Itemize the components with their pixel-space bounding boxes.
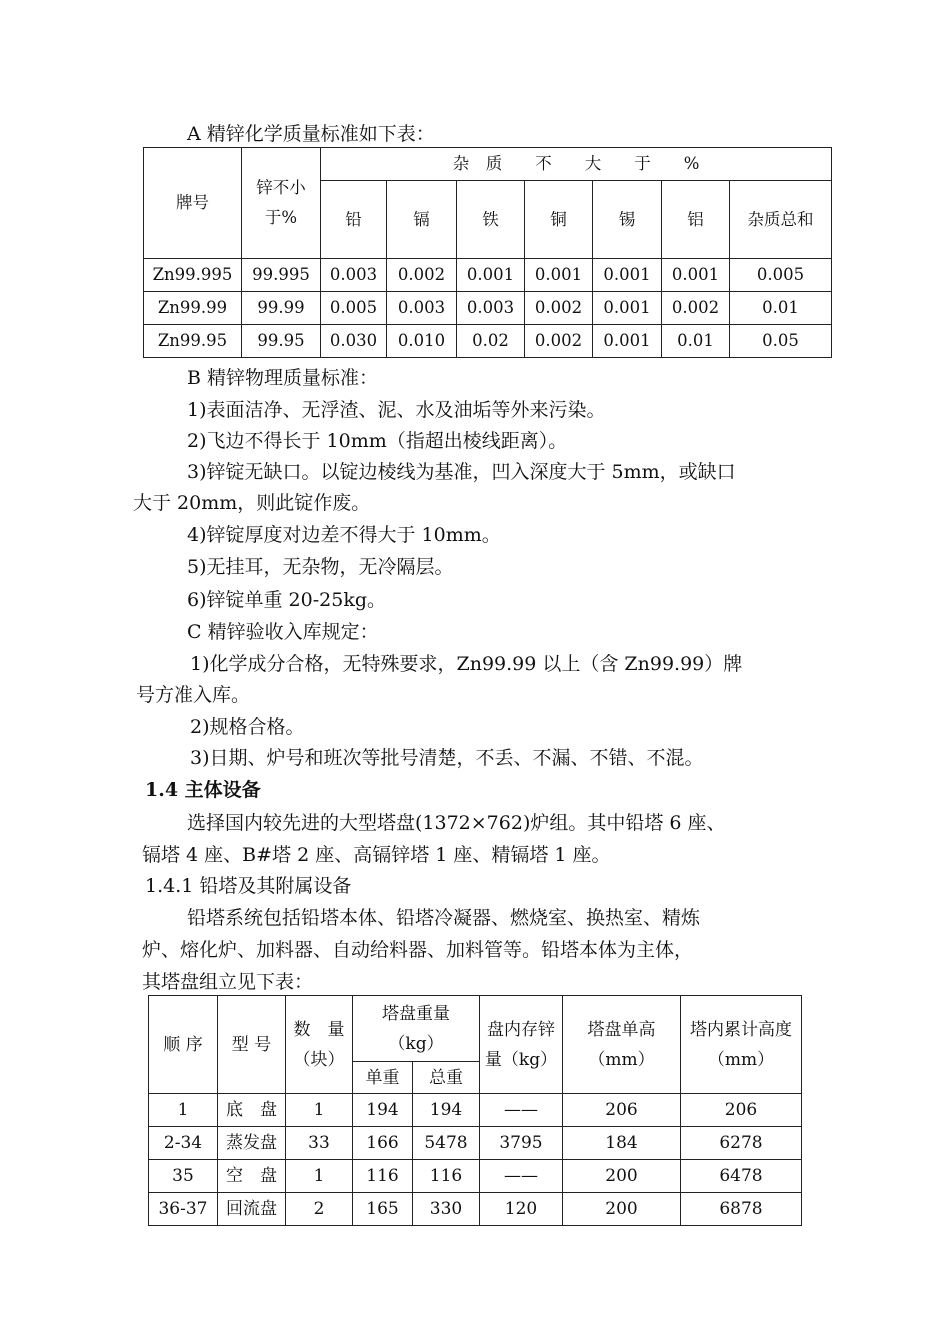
header-zinc-min: [242, 148, 321, 259]
header-impurity-total: 杂质总和: [730, 181, 832, 259]
section-c-title: C 精锌验收入库规定：: [187, 621, 379, 643]
table-cell: 2: [286, 1193, 353, 1226]
table-cell: ——: [480, 1094, 563, 1127]
table-cell: 0.001: [593, 325, 662, 358]
header-plate-height: [563, 996, 681, 1094]
table-cell: 0.02: [457, 325, 525, 358]
table-cell: 回流盘: [218, 1193, 286, 1226]
table-cell: 0.001: [525, 259, 593, 292]
header-weight-line2: （kg）: [388, 1033, 444, 1054]
para-1-4-line1: 选择国内较先进的大型塔盘(1372×762)炉组。其中铅塔 6 座、: [187, 812, 726, 834]
c-item-3: 3)日期、炉号和班次等批号清楚，不丢、不漏、不错、不混。: [190, 747, 704, 769]
table-cell: 底 盘: [218, 1094, 286, 1127]
table-cell: 206: [563, 1094, 681, 1127]
heading-1-4: 1.4 主体设备: [145, 779, 261, 801]
table-cell: 120: [480, 1193, 563, 1226]
para-1-4-line2: 镉塔 4 座、B#塔 2 座、高镉锌塔 1 座、精镉塔 1 座。: [142, 844, 611, 866]
header-zinc-stock-line2: 量（kg）: [484, 1049, 558, 1070]
para-1-4-1-line3: 其塔盘组立见下表：: [142, 971, 314, 993]
table-cell: 0.002: [662, 292, 730, 325]
table-row: [149, 1127, 802, 1160]
header-zinc-stock: [480, 996, 563, 1094]
b-item-6: 6)锌锭单重 20-25kg。: [187, 589, 386, 611]
header-weight-line1: 塔盘重量: [382, 1003, 450, 1024]
table-cell: 0.010: [387, 325, 457, 358]
table-cell: 6478: [681, 1160, 802, 1193]
table-cell: 0.001: [457, 259, 525, 292]
header-cumulative-height-line2: （mm）: [707, 1049, 775, 1070]
header-type: 型 号: [218, 996, 286, 1094]
header-zinc-line1: 锌不小: [256, 178, 306, 197]
header-grade: 牌号: [144, 148, 242, 259]
table-cell: 3795: [480, 1127, 563, 1160]
table-cell: 116: [353, 1160, 413, 1193]
table-cell: 0.01: [662, 325, 730, 358]
b-item-3-cont: 大于 20mm，则此锭作废。: [133, 492, 371, 514]
header-plate-height-line1: 塔盘单高: [587, 1019, 656, 1040]
header-impurity-al: 铝: [662, 181, 730, 259]
table-cell: 0.002: [525, 325, 593, 358]
header-plate-height-line2: （mm）: [588, 1049, 655, 1070]
table-cell: 0.01: [730, 292, 832, 325]
header-zinc-stock-line1: 盘内存锌: [487, 1019, 555, 1040]
table-cell: 0.003: [321, 259, 387, 292]
table-cell: 0.002: [525, 292, 593, 325]
table-row: [149, 1160, 802, 1193]
table-cell: ——: [480, 1160, 563, 1193]
header-impurity-cd: 镉: [387, 181, 457, 259]
header-qty: [286, 996, 353, 1094]
table-cell: 0.005: [321, 292, 387, 325]
header-impurity-pb: 铅: [321, 181, 387, 259]
header-qty-line2: （块）: [293, 1049, 345, 1070]
header-cumulative-height-line1: 塔内累计高度: [690, 1019, 792, 1040]
table-cell: Zn99.995: [144, 259, 242, 292]
table-row: [149, 1094, 802, 1127]
table-cell: 2-34: [149, 1127, 218, 1160]
header-total-weight: 总重: [413, 1062, 480, 1094]
table-cell: Zn99.95: [144, 325, 242, 358]
table-cell: 166: [353, 1127, 413, 1160]
section-b-title: B 精锌物理质量标准：: [187, 367, 379, 389]
table-cell: Zn99.99: [144, 292, 242, 325]
table-cell: 6878: [681, 1193, 802, 1226]
chemical-standard-table: [143, 147, 832, 358]
table-cell: 6278: [681, 1127, 802, 1160]
c-item-2: 2)规格合格。: [190, 716, 305, 738]
table-cell: 0.030: [321, 325, 387, 358]
table-cell: 0.002: [387, 259, 457, 292]
table-cell: 0.001: [593, 259, 662, 292]
table-cell: 35: [149, 1160, 218, 1193]
table-cell: 330: [413, 1193, 480, 1226]
table-row: [144, 292, 832, 325]
header-cumulative-height: [681, 996, 802, 1094]
table-cell: 194: [413, 1094, 480, 1127]
para-1-4-1-line2: 炉、熔化炉、加料器、自动给料器、加料管等。铅塔本体为主体，: [142, 939, 694, 961]
table-cell: 200: [563, 1193, 681, 1226]
table-cell: 5478: [413, 1127, 480, 1160]
header-qty-line1: 数 量: [293, 1019, 345, 1040]
table-cell: 206: [681, 1094, 802, 1127]
b-item-1: 1)表面洁净、无浮渣、泥、水及油垢等外来污染。: [187, 399, 606, 421]
header-zinc-line2: 于%: [264, 208, 298, 227]
header-impurity-fe: 铁: [457, 181, 525, 259]
table-cell: 0.003: [387, 292, 457, 325]
heading-1-4-1: 1.4.1 铅塔及其附属设备: [145, 875, 352, 897]
table-cell: 0.001: [593, 292, 662, 325]
table-cell: 0.005: [730, 259, 832, 292]
table-cell: 0.001: [662, 259, 730, 292]
header-seq: 顺 序: [149, 996, 218, 1094]
b-item-2: 2)飞边不得长于 10mm（指超出棱线距离）。: [187, 430, 568, 452]
table-cell: 99.995: [242, 259, 321, 292]
table-cell: 116: [413, 1160, 480, 1193]
table-row: [149, 1193, 802, 1226]
table-cell: 194: [353, 1094, 413, 1127]
table-row: [144, 325, 832, 358]
table-cell: 1: [149, 1094, 218, 1127]
section-a-title: A 精锌化学质量标准如下表：: [187, 123, 435, 145]
tower-plate-table: [148, 995, 802, 1226]
table-cell: 184: [563, 1127, 681, 1160]
table-cell: 36-37: [149, 1193, 218, 1226]
c-item-1-cont: 号方准入库。: [136, 684, 251, 706]
header-impurity-sn: 锡: [593, 181, 662, 259]
table-cell: 99.99: [242, 292, 321, 325]
table-cell: 1: [286, 1094, 353, 1127]
b-item-3: 3)锌锭无缺口。以锭边棱线为基准，凹入深度大于 5mm，或缺口: [187, 461, 736, 483]
table-cell: 99.95: [242, 325, 321, 358]
table-cell: 空 盘: [218, 1160, 286, 1193]
b-item-4: 4)锌锭厚度对边差不得大于 10mm。: [187, 524, 501, 546]
header-impurity-cu: 铜: [525, 181, 593, 259]
header-weight: [353, 996, 480, 1062]
header-impurity: 杂 质 不 大 于 %: [321, 148, 832, 181]
c-item-1: 1)化学成分合格，无特殊要求，Zn99.99 以上（含 Zn99.99）牌: [190, 653, 743, 675]
table-cell: 1: [286, 1160, 353, 1193]
header-unit-weight: 单重: [353, 1062, 413, 1094]
table-cell: 33: [286, 1127, 353, 1160]
table-row: [144, 259, 832, 292]
table-cell: 0.05: [730, 325, 832, 358]
table-cell: 165: [353, 1193, 413, 1226]
table-cell: 0.003: [457, 292, 525, 325]
b-item-5: 5)无挂耳，无杂物，无冷隔层。: [187, 556, 454, 578]
table-cell: 蒸发盘: [218, 1127, 286, 1160]
table-cell: 200: [563, 1160, 681, 1193]
para-1-4-1-line1: 铅塔系统包括铅塔本体、铅塔冷凝器、燃烧室、换热室、精炼: [187, 907, 701, 929]
